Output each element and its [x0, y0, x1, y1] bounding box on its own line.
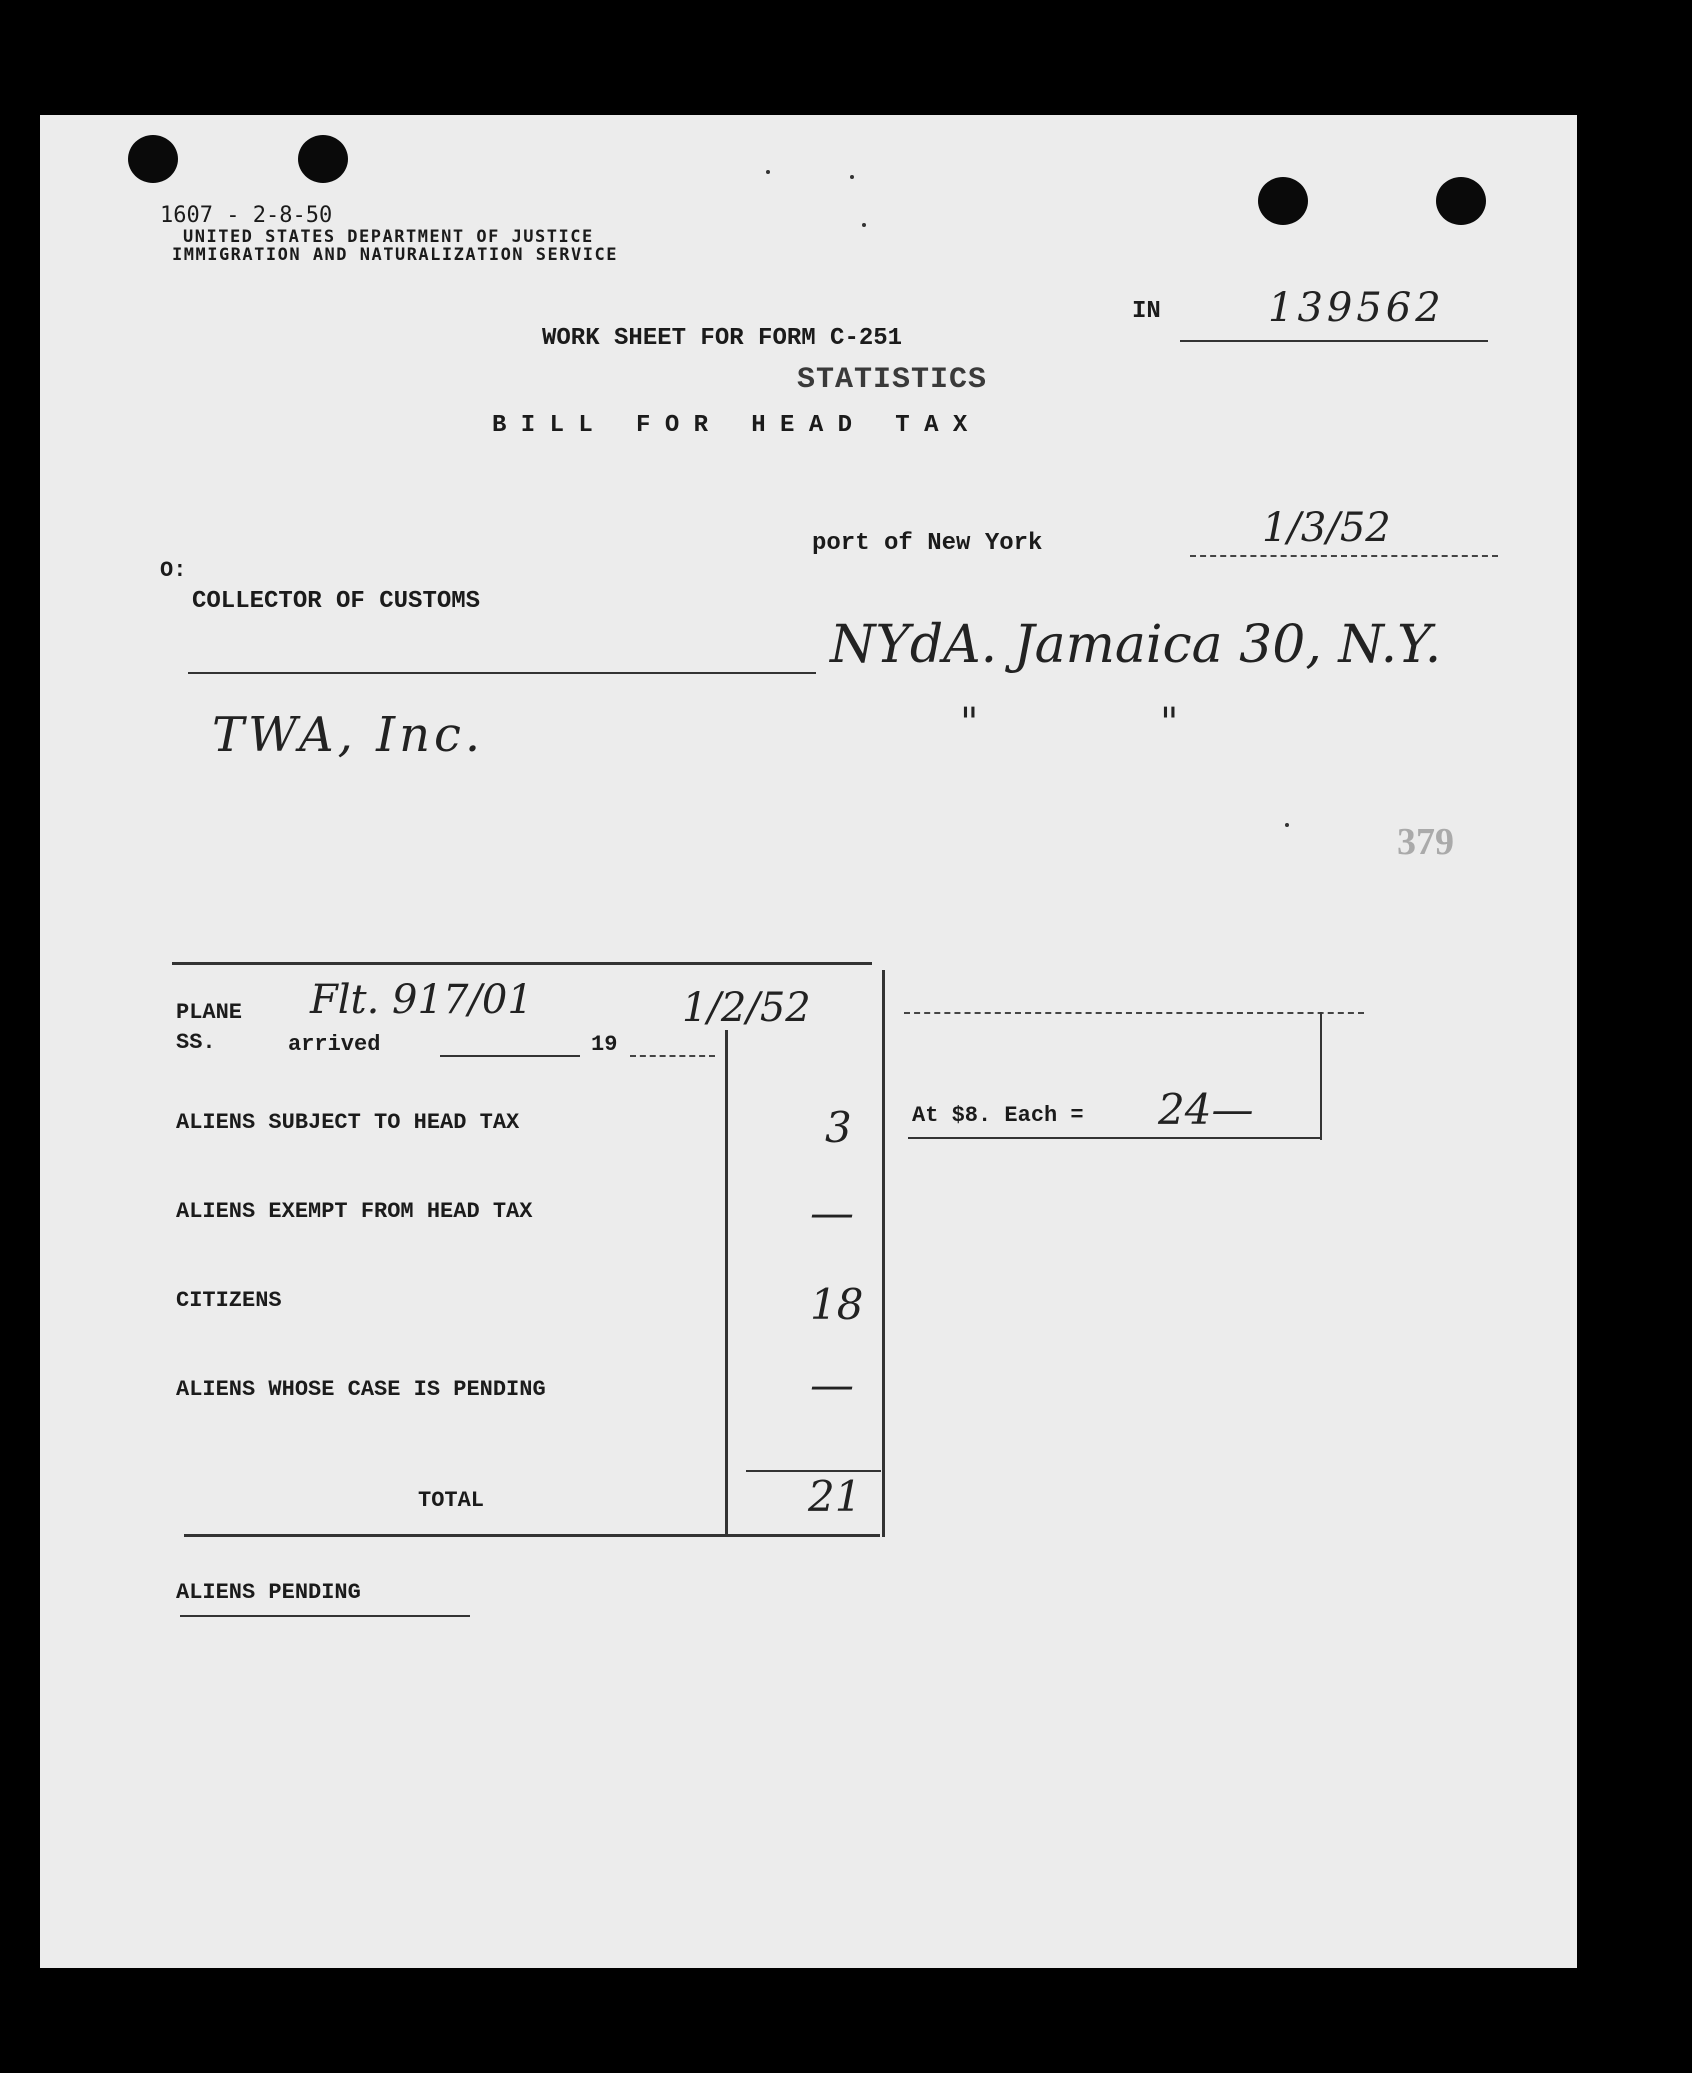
port-label: port of New York	[812, 530, 1043, 557]
bill-title: B I L L F O R H E A D T A X	[492, 412, 968, 439]
in-number: 139562	[1268, 285, 1445, 331]
punch-hole-icon	[128, 135, 178, 183]
punch-hole-icon	[1258, 177, 1308, 225]
row-label-citizens: CITIZENS	[176, 1288, 282, 1313]
row-value-citizens: 18	[810, 1280, 864, 1329]
ditto-mark-1: "	[960, 700, 979, 746]
form-number: 1607 - 2-8-50	[160, 203, 333, 228]
arrival-date-handwritten: 1/2/52	[682, 985, 811, 1031]
agency-line-1: UNITED STATES DEPARTMENT OF JUSTICE	[183, 227, 594, 247]
row-label-pending: ALIENS WHOSE CASE IS PENDING	[176, 1377, 546, 1402]
row-label-subject: ALIENS SUBJECT TO HEAD TAX	[176, 1110, 520, 1135]
collector-label: COLLECTOR OF CUSTOMS	[192, 588, 481, 615]
date-underline	[1190, 555, 1498, 557]
stamp-number: 379	[1397, 821, 1454, 863]
location-handwritten: NYdA. Jamaica 30, N.Y.	[830, 615, 1442, 675]
aliens-pending-label: ALIENS PENDING	[176, 1580, 361, 1605]
tax-rate-label: At $8. Each =	[912, 1103, 1084, 1128]
in-number-underline	[1180, 340, 1488, 342]
document-page	[40, 115, 1577, 1968]
total-value: 21	[808, 1472, 862, 1521]
ss-label: SS.	[176, 1030, 216, 1055]
tax-amount: 24—	[1158, 1085, 1254, 1134]
collector-underline	[188, 672, 816, 674]
statistics-stamp: STATISTICS	[797, 363, 988, 397]
row-value-subject: 3	[825, 1103, 852, 1152]
aliens-pending-underline	[180, 1615, 470, 1617]
arrived-label: arrived	[288, 1032, 381, 1057]
form-title: WORK SHEET FOR FORM C-251	[542, 325, 903, 352]
plane-label: PLANE	[176, 1000, 243, 1025]
punch-hole-icon	[298, 135, 348, 183]
row-value-pending: —	[810, 1360, 854, 1411]
in-label: IN	[1132, 298, 1161, 325]
row-label-exempt: ALIENS EXEMPT FROM HEAD TAX	[176, 1199, 533, 1224]
punch-hole-icon	[1436, 177, 1486, 225]
year-prefix: 19	[591, 1032, 618, 1057]
agency-line-2: IMMIGRATION AND NATURALIZATION SERVICE	[172, 245, 618, 265]
row-value-exempt: —	[810, 1188, 854, 1239]
carrier-handwritten: TWA, Inc.	[212, 707, 485, 763]
to-label: O:	[160, 558, 187, 583]
flight-handwritten: Flt. 917/01	[310, 977, 533, 1023]
total-label: TOTAL	[418, 1488, 485, 1513]
ditto-mark-2: "	[1160, 700, 1179, 746]
bill-date: 1/3/52	[1262, 505, 1391, 551]
